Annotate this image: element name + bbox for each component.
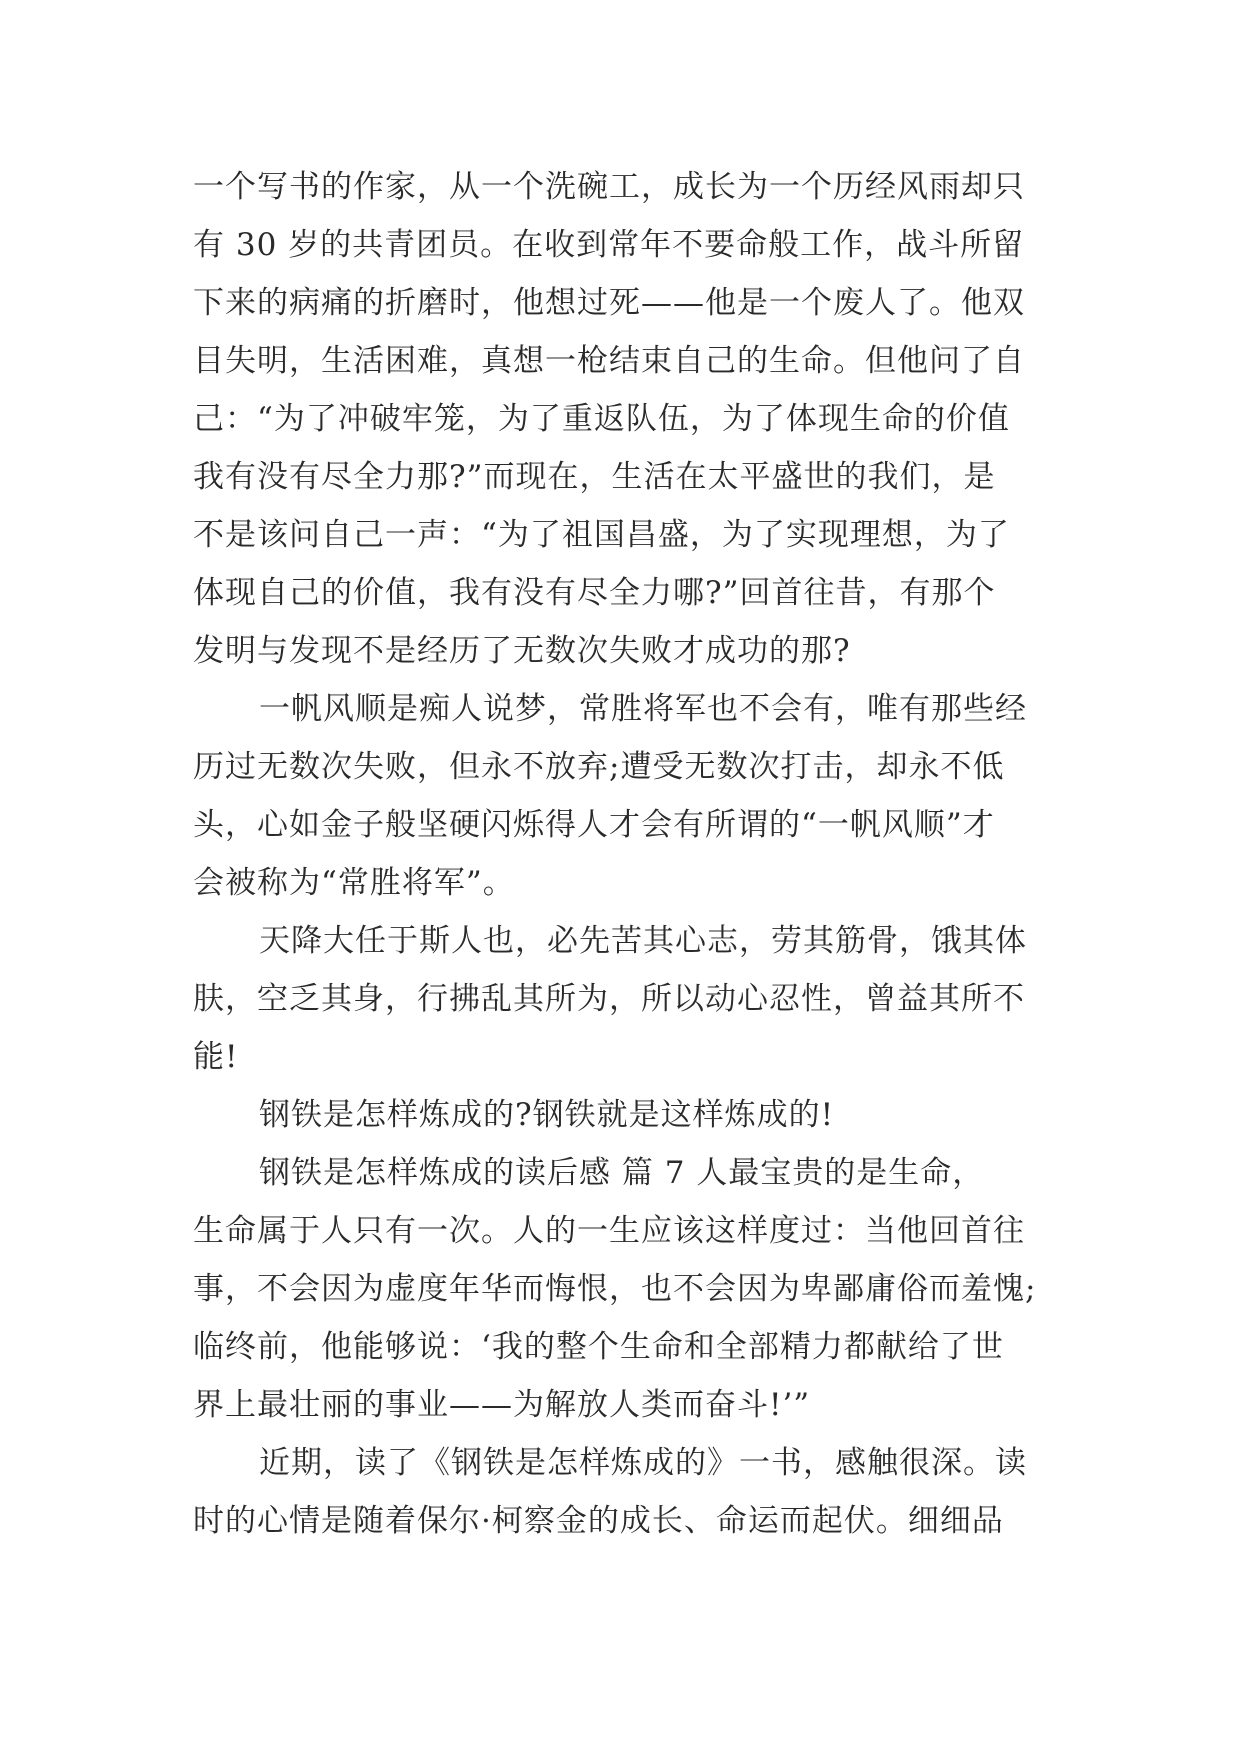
text-line: 己：“为了冲破牢笼，为了重返队伍，为了体现生命的价值	[193, 401, 1010, 437]
text-line: 体现自己的价值，我有没有尽全力哪?”回首往昔，有那个	[193, 575, 996, 611]
text-line: 临终前，他能够说：‘我的整个生命和全部精力都献给了世	[193, 1329, 1004, 1365]
text-line: 发明与发现不是经历了无数次失败才成功的那?	[193, 633, 851, 669]
text-line: 目失明，生活困难，真想一枪结束自己的生命。但他问了自	[193, 343, 1025, 379]
text-line: 时的心情是随着保尔·柯察金的成长、命运而起伏。细细品	[193, 1503, 1004, 1539]
text-line: 头，心如金子般坚硬闪烁得人才会有所谓的“一帆风顺”才	[193, 807, 995, 843]
text-line: 一个写书的作家，从一个洗碗工，成长为一个历经风雨却只	[193, 169, 1025, 205]
text-line: 不是该问自己一声：“为了祖国昌盛，为了实现理想，为了	[193, 517, 1010, 553]
text-line: 生命属于人只有一次。人的一生应该这样度过：当他回首往	[193, 1213, 1025, 1249]
text-line: 近期，读了《钢铁是怎样炼成的》一书，感触很深。读	[259, 1445, 1027, 1481]
text-line: 肤，空乏其身，行拂乱其所为，所以动心忍性，曾益其所不	[193, 981, 1025, 1017]
text-line: 事，不会因为虚度年华而悔恨，也不会因为卑鄙庸俗而羞愧;	[193, 1271, 1037, 1307]
text-line: 钢铁是怎样炼成的?钢铁就是这样炼成的!	[259, 1097, 835, 1133]
text-line: 天降大任于斯人也，必先苦其心志，劳其筋骨，饿其体	[259, 923, 1027, 959]
text-line: 能!	[193, 1039, 239, 1075]
document-body	[193, 158, 1073, 1550]
text-line: 有 30 岁的共青团员。在收到常年不要命般工作，战斗所留	[193, 227, 1025, 263]
text-line: 下来的病痛的折磨时，他想过死——他是一个废人了。他双	[193, 285, 1025, 321]
text-line: 一帆风顺是痴人说梦，常胜将军也不会有，唯有那些经	[259, 691, 1027, 727]
text-line: 钢铁是怎样炼成的读后感 篇 7 人最宝贵的是生命，	[259, 1155, 985, 1191]
text-line: 历过无数次失败，但永不放弃;遭受无数次打击，却永不低	[193, 749, 1005, 785]
text-line: 会被称为“常胜将军”。	[193, 865, 515, 901]
text-line: 我有没有尽全力那?”而现在，生活在太平盛世的我们，是	[193, 459, 996, 495]
text-line: 界上最壮丽的事业——为解放人类而奋斗!’”	[193, 1387, 811, 1423]
